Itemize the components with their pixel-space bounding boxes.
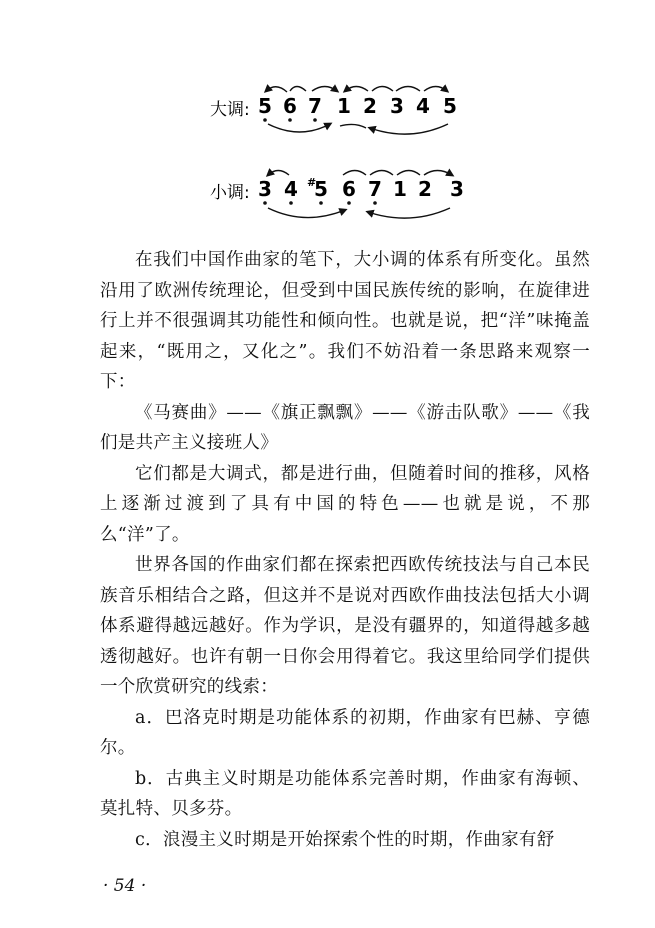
major-scale — [210, 87, 457, 135]
body-text — [100, 245, 590, 855]
minor-note: 3 — [450, 177, 464, 201]
low-octave-dot — [373, 201, 377, 205]
minor-note: 7 — [368, 177, 382, 201]
low-octave-dot — [288, 118, 292, 122]
minor-note: 2 — [418, 177, 432, 201]
scale-notation — [0, 0, 655, 240]
minor-note: 4 — [284, 177, 298, 201]
major-note: 1 — [337, 94, 351, 118]
low-octave-dot — [263, 118, 267, 122]
minor-scale-label: 小调: — [210, 183, 250, 203]
page-number: · 54 · — [103, 876, 147, 896]
minor-note: 3 — [258, 177, 272, 201]
major-note: 3 — [390, 94, 404, 118]
major-note: 2 — [363, 94, 377, 118]
minor-note: 6 — [342, 177, 356, 201]
list-item: b．古典主义时期是功能体系完善时期，作曲家有海顿、莫扎特、贝多芬。 — [100, 768, 590, 819]
list-item: c．浪漫主义时期是开始探索个性的时期，作曲家有舒 — [135, 829, 555, 850]
major-note: 7 — [308, 94, 322, 118]
major-scale-label: 大调: — [210, 100, 250, 120]
paragraph: 世界各国的作曲家们都在探索把西欧传统技法与自己本民族音乐相结合之路，但这并不是说对西欧作曲技法包括大小调体系避得越远越好。作为学识，是没有疆界的，知道得越多越透彻越好。也许有朝一日你会用得着它。我这里给同学们提供一个欣赏研究的线索： — [100, 555, 590, 697]
sharp-sign: # — [307, 176, 317, 189]
major-note: 6 — [283, 94, 297, 118]
low-octave-dot — [319, 201, 323, 205]
low-octave-dot — [347, 201, 351, 205]
song-sequence: 《马赛曲》——《旗正飘飘》——《游击队歌》——《我们是共产主义接班人》 — [100, 402, 590, 453]
minor-scale — [210, 171, 464, 219]
paragraph: 它们都是大调式，都是进行曲，但随着时间的推移，风格上逐渐过渡到了具有中国的特色——也就是说，不那么“洋”了。 — [100, 463, 590, 545]
paragraph: 在我们中国作曲家的笔下，大小调的体系有所变化。虽然沿用了欧洲传统理论，但受到中国民族传统的影响，在旋律进行上并不很强调其功能性和倾向性。也就是说，把“洋”味掩盖起来，“既用之，又化之”。我们不妨沿着一条思路来观察一下： — [100, 250, 590, 392]
major-note: 5 — [258, 94, 272, 118]
low-octave-dot — [289, 201, 293, 205]
major-note: 4 — [416, 94, 430, 118]
list-item: a．巴洛克时期是功能体系的初期，作曲家有巴赫、亨德尔。 — [100, 707, 590, 758]
low-octave-dot — [263, 201, 267, 205]
minor-note: 1 — [393, 177, 407, 201]
major-note: 5 — [443, 94, 457, 118]
low-octave-dot — [313, 118, 317, 122]
minor-note: 5 — [314, 177, 328, 201]
